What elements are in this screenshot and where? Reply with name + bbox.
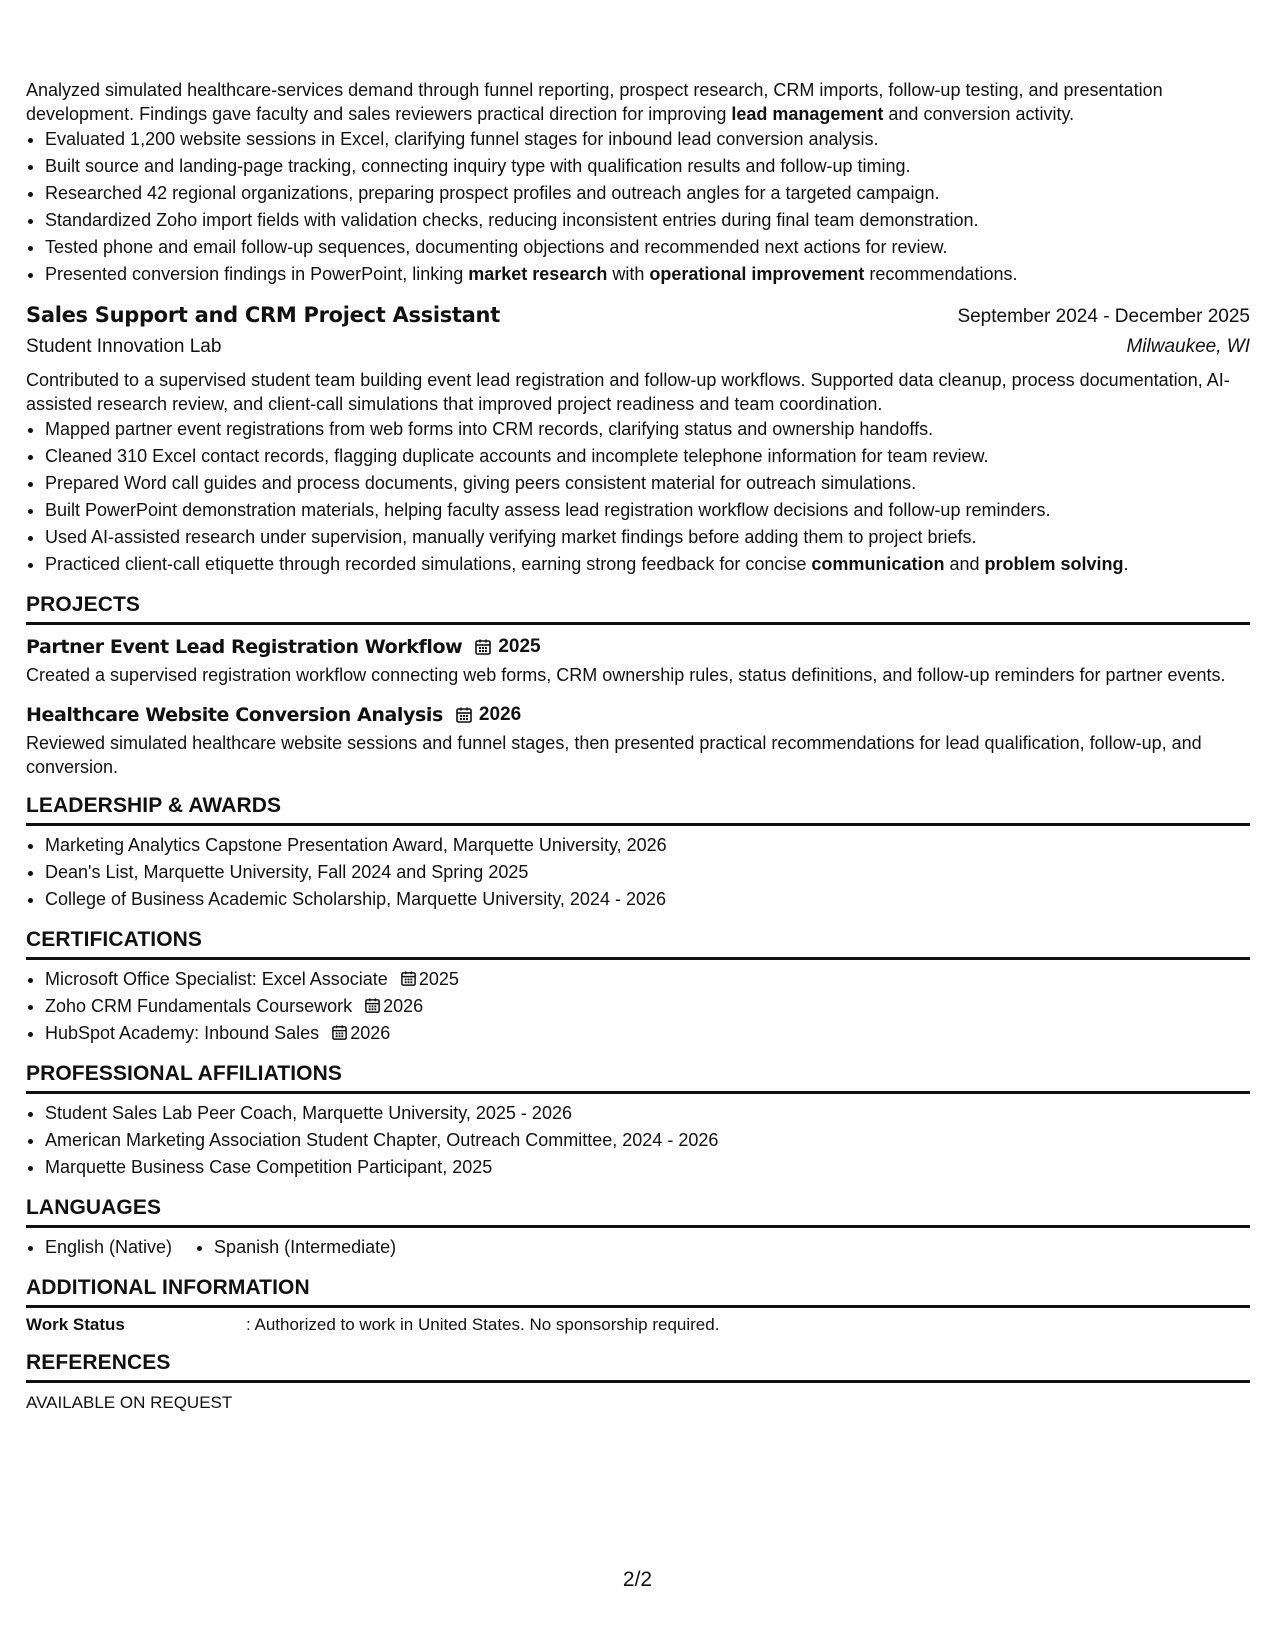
list-item: • Built PowerPoint demonstration materials, helping faculty assess lead registration workflow decisions and follow-up reminders. xyxy=(45,497,1250,524)
section-heading-affiliations: PROFESSIONAL AFFILIATIONS xyxy=(26,1061,1250,1094)
section-heading-additional: ADDITIONAL INFORMATION xyxy=(26,1275,1250,1308)
project-year: 2025 xyxy=(498,636,541,657)
list-item: • Zoho CRM Fundamentals Coursework 2026 xyxy=(45,993,1250,1020)
section-heading-certifications: CERTIFICATIONS xyxy=(26,927,1250,960)
list-item: • Dean's List, Marquette University, Fall 2024 and Spring 2025 xyxy=(45,859,1250,886)
calendar-icon xyxy=(364,997,381,1014)
list-item: • American Marketing Association Student Chapter, Outreach Committee, 2024 - 2026 xyxy=(45,1127,1250,1154)
project-description: Created a supervised registration workflow connecting web forms, CRM ownership rules, status definitions, and follow-up reminders for partner events. xyxy=(26,665,1226,685)
experience-summary: Analyzed simulated healthcare-services demand through funnel reporting, prospect research, CRM imports, follow-up testing, and presentation development. Findings gave faculty and sales reviewers practical direction for improving lead management and conversion activity. xyxy=(26,80,1163,124)
list-item: • English (Native) xyxy=(45,1234,172,1261)
languages-list xyxy=(26,1234,1250,1261)
list-item: • Prepared Word call guides and process documents, giving peers consistent material for outreach simulations. xyxy=(45,470,1250,497)
list-item: • College of Business Academic Scholarship, Marquette University, 2024 - 2026 xyxy=(45,886,1250,913)
work-status-row xyxy=(26,1314,1250,1336)
affiliations-list xyxy=(26,1100,1250,1181)
work-status-label: Work Status xyxy=(26,1315,125,1334)
role-dates: September 2024 - December 2025 xyxy=(957,306,1250,327)
list-item: • Spanish (Intermediate) xyxy=(214,1234,396,1261)
resume-page-2 xyxy=(26,78,1250,1415)
certifications-list xyxy=(26,966,1250,1047)
references-text: AVAILABLE ON REQUEST xyxy=(26,1393,233,1412)
list-item: • Microsoft Office Specialist: Excel Associate 2025 xyxy=(45,966,1250,993)
list-item: • Mapped partner event registrations from web forms into CRM records, clarifying status and ownership handoffs. xyxy=(45,416,1250,443)
list-item: • HubSpot Academy: Inbound Sales 2026 xyxy=(45,1020,1250,1047)
list-item: • Standardized Zoho import fields with validation checks, reducing inconsistent entries during final team demonstration. xyxy=(45,207,1250,234)
role-bullets xyxy=(26,416,1250,578)
list-item: • Tested phone and email follow-up sequences, documenting objections and recommended next actions for review. xyxy=(45,234,1250,261)
project-header xyxy=(26,633,1250,661)
leadership-list xyxy=(26,832,1250,913)
project-title: Healthcare Website Conversion Analysis xyxy=(26,704,443,726)
project-description: Reviewed simulated healthcare website sessions and funnel stages, then presented practical recommendations for lead qualification, follow-up, and conversion. xyxy=(26,733,1202,777)
list-item: • Evaluated 1,200 website sessions in Excel, clarifying funnel stages for inbound lead conversion analysis. xyxy=(45,126,1250,153)
role-organization: Student Innovation Lab xyxy=(26,336,222,357)
role-location: Milwaukee, WI xyxy=(1126,336,1250,357)
list-item: • Researched 42 regional organizations, preparing prospect profiles and outreach angles for a targeted campaign. xyxy=(45,180,1250,207)
role-header xyxy=(26,300,1250,332)
page-number: 2/2 xyxy=(622,1568,653,1591)
list-item: • Used AI-assisted research under supervision, manually verifying market findings before adding them to project briefs. xyxy=(45,524,1250,551)
experience-bullets xyxy=(26,126,1250,288)
calendar-icon xyxy=(400,970,417,987)
section-heading-projects: PROJECTS xyxy=(26,592,1250,625)
project-year: 2026 xyxy=(478,704,522,725)
list-item: • Marquette Business Case Competition Participant, 2025 xyxy=(45,1154,1250,1181)
section-heading-references: REFERENCES xyxy=(26,1350,1250,1383)
list-item: • Student Sales Lab Peer Coach, Marquette University, 2025 - 2026 xyxy=(45,1100,1250,1127)
list-item: • Cleaned 310 Excel contact records, flagging duplicate accounts and incomplete telephone information for team review. xyxy=(45,443,1250,470)
calendar-icon xyxy=(331,1024,348,1041)
role-org-row xyxy=(26,332,1250,362)
list-item: • Built source and landing-page tracking, connecting inquiry type with qualification results and follow-up timing. xyxy=(45,153,1250,180)
project-header xyxy=(26,701,1250,729)
list-item: • Practiced client-call etiquette through recorded simulations, earning strong feedback for concise communication and problem solving. xyxy=(45,551,1250,578)
section-heading-leadership: LEADERSHIP & AWARDS xyxy=(26,793,1250,826)
calendar-icon xyxy=(474,638,492,656)
work-status-value: : Authorized to work in United States. No sponsorship required. xyxy=(246,1315,720,1334)
section-heading-languages: LANGUAGES xyxy=(26,1195,1250,1228)
project-title: Partner Event Lead Registration Workflow xyxy=(26,636,463,658)
list-item: • Presented conversion findings in PowerPoint, linking market research with operational improvement recommendations. xyxy=(45,261,1250,288)
role-summary: Contributed to a supervised student team building event lead registration and follow-up workflows. Supported data cleanup, process documentation, AI-assisted research review, and client-call simulations that improved project readiness and team coordination. xyxy=(26,370,1230,414)
list-item: • Marketing Analytics Capstone Presentation Award, Marquette University, 2026 xyxy=(45,832,1250,859)
role-title: Sales Support and CRM Project Assistant xyxy=(26,303,500,327)
calendar-icon xyxy=(455,706,473,724)
